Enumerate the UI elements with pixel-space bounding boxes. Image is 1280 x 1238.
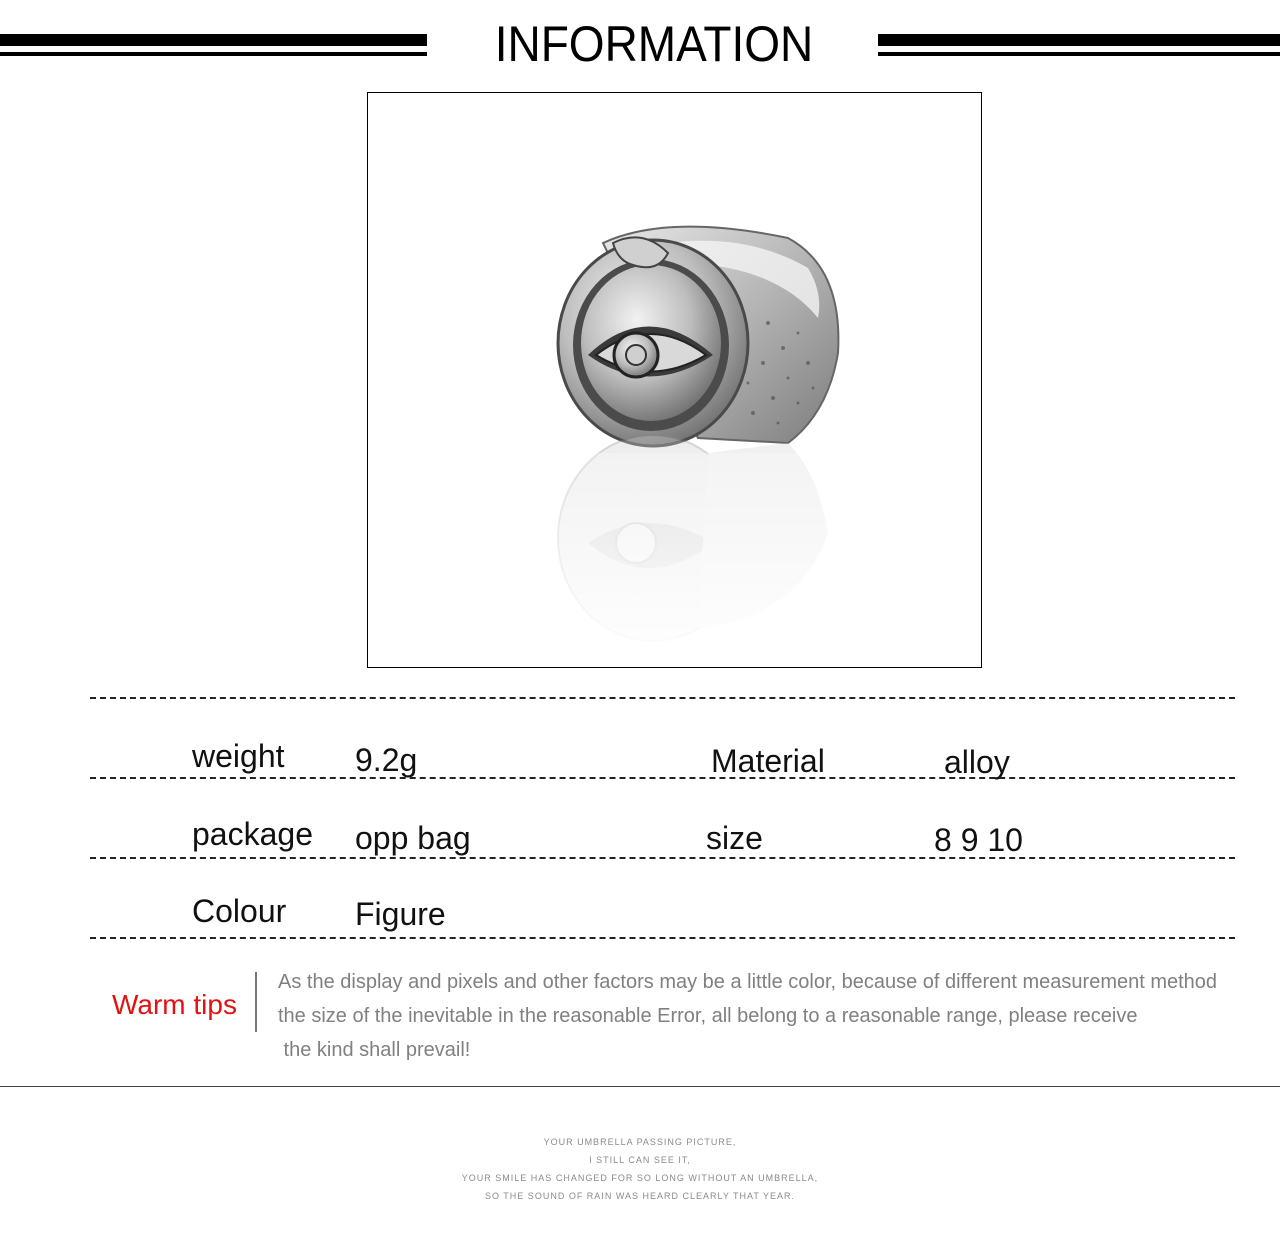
- header-bar-right-thick: [878, 34, 1280, 46]
- size-value: 8 9 10: [934, 822, 1023, 858]
- weight-label: weight: [192, 738, 285, 774]
- poem-line-3: YOUR SMILE HAS CHANGED FOR SO LONG WITHOUT AN UMBRELLA,: [461, 1173, 819, 1183]
- package-value: opp bag: [355, 820, 471, 856]
- divider-top: [90, 697, 1235, 699]
- poem-line-1: YOUR UMBRELLA PASSING PICTURE,: [543, 1137, 737, 1147]
- package-label: package: [192, 816, 313, 852]
- material-value: alloy: [944, 744, 1010, 780]
- warm-tips-line-3: the kind shall prevail!: [278, 1039, 471, 1061]
- poem-line-4: SO THE SOUND OF RAIN WAS HEARD CLEARLY THAT YEAR.: [484, 1191, 796, 1201]
- colour-label: Colour: [192, 893, 287, 929]
- warm-tips-line-2: the size of the inevitable in the reasonable Error, all belong to a reasonable range, please receive: [278, 1005, 1138, 1027]
- warm-tips-label: Warm tips: [112, 989, 237, 1020]
- weight-value: 9.2g: [355, 742, 418, 778]
- colour-value: Figure: [355, 896, 446, 932]
- product-photo: [367, 92, 982, 668]
- header-bar-left-thin: [0, 52, 427, 56]
- divider-row-1: [90, 777, 1235, 779]
- size-label: size: [706, 820, 763, 856]
- ring-illustration: [368, 93, 982, 668]
- material-label: Material: [711, 743, 825, 779]
- poem-line-2: I STILL CAN SEE IT,: [589, 1155, 691, 1165]
- warm-tips-line-1: As the display and pixels and other factors may be a little color, because of different measurement method: [278, 971, 1218, 993]
- section-divider: [0, 1086, 1280, 1087]
- divider-row-2: [90, 857, 1235, 859]
- header-bar-right-thin: [878, 52, 1280, 56]
- warm-tips-divider: [255, 972, 257, 1032]
- header-bar-left-thick: [0, 34, 427, 46]
- page-title: INFORMATION: [494, 16, 814, 72]
- divider-row-3: [90, 937, 1235, 939]
